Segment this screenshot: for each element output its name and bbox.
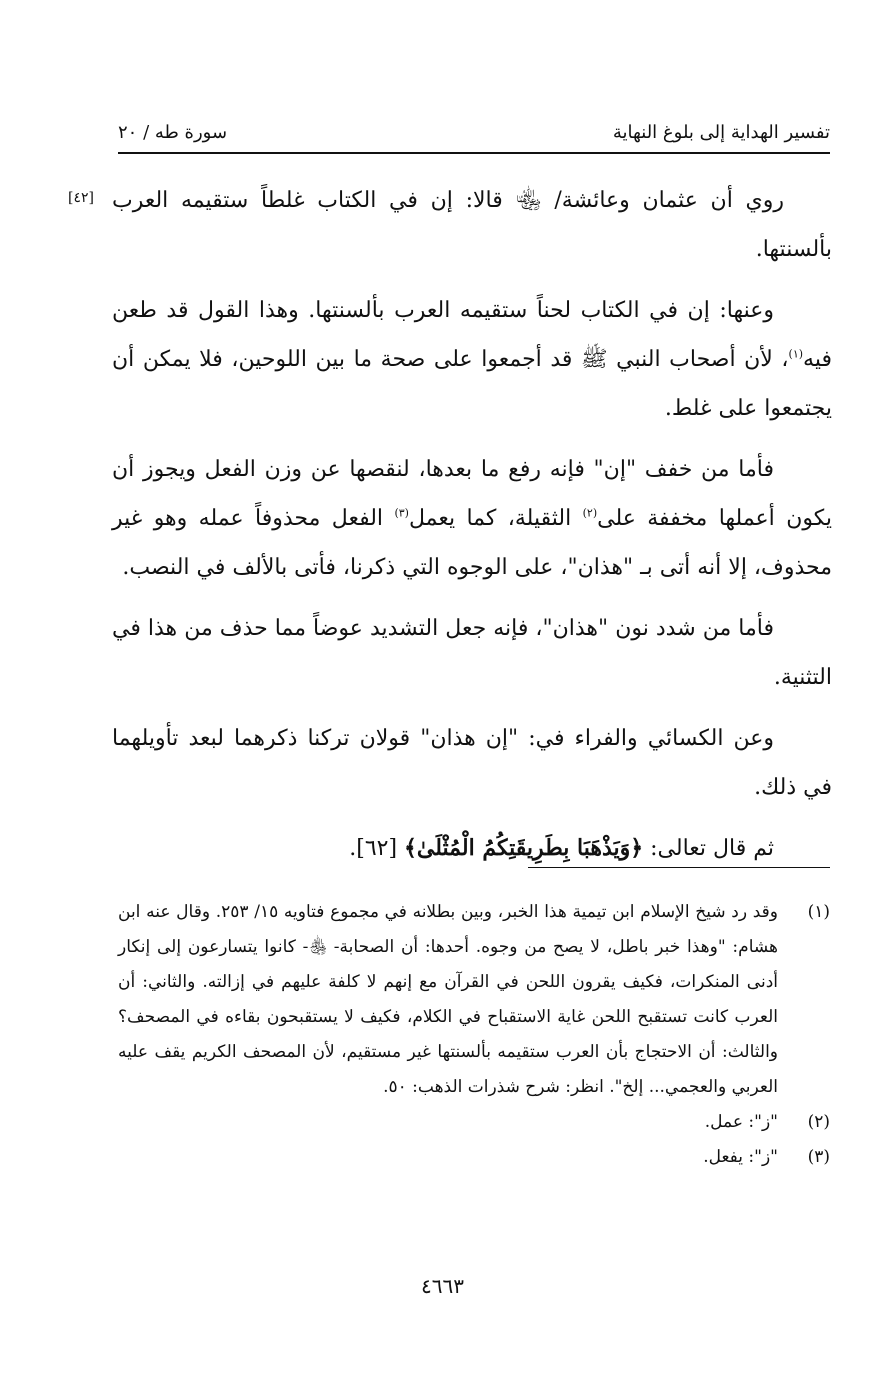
footnote-number: (٢) [807, 1112, 830, 1132]
paragraph-2 [112, 286, 832, 433]
footnote-3 [118, 1140, 830, 1175]
footnote-divider [528, 867, 830, 868]
footnote-1 [118, 895, 830, 1105]
quran-verse: ﴿وَيَذْهَبَا بِطَرِيقَتِكُمُ الْمُثْلَىٰ﴾ [404, 835, 644, 861]
paragraph-2-part-b: ، لأن أصحاب النبي ﷺ قد أجمعوا على صحة ما بين اللوحين، فلا يمكن أن يجتمعوا على غلط. [112, 347, 832, 421]
paragraph-2-part-a: وعنها: إن في الكتاب لحناً ستقيمه العرب بألسنتها. وهذا القول قد طعن فيه [112, 298, 832, 372]
surah-label: سورة طه / ٢٠ [118, 122, 228, 143]
footnote-text: "ز": عمل. [704, 1112, 778, 1132]
main-text-body [112, 176, 832, 885]
margin-page-marker: [٤٢] [68, 190, 94, 206]
running-header [118, 118, 830, 148]
footnotes-section [118, 895, 830, 1175]
header-divider [118, 152, 830, 154]
paragraph-6-part-a: ثم قال تعالى: [643, 836, 774, 861]
paragraph-3-part-c: الفعل محذوفاً عمله وهو غير محذوف، إلا أنه أتى بـ "هذان"، على الوجوه التي ذكرنا، فأتى بالألف في النصب. [112, 506, 832, 580]
book-title: تفسير الهداية إلى بلوغ النهاية [612, 122, 830, 143]
paragraph-6 [112, 824, 832, 873]
paragraph-1: روي أن عثمان وعائشة/ ﵄ قالا: إن في الكتاب غلطاً ستقيمه العرب بألسنتها. [112, 188, 832, 262]
paragraph-6-part-b: [٦٢]. [349, 836, 405, 861]
page-number: ٤٦٦٣ [421, 1274, 464, 1298]
footnote-text: "ز": يفعل. [703, 1147, 778, 1167]
footnote-2 [118, 1105, 830, 1140]
footnote-text: وقد رد شيخ الإسلام ابن تيمية هذا الخبر، وبين بطلانه في مجموع فتاويه ١٥/ ٢٥٣. وقال عنه ابن هشام: "وهذا خبر باطل، لا يصح من وجوه. أحدها: أن الصحابة- ﵃- كانوا يتسارعون إلى إنكار أدنى المنكرات، فكيف يقرون اللحن في القرآن مع إنهم لا كلفة عليهم في إزالته. والثاني: أن العرب كانت تستقبح اللحن غاية الاستقباح في الكلام، فكيف لا يستقبحون بقاءه في المصحف؟ والثالث: أن الاحتجاج بأن العرب ستقيمه بألسنتها غير مستقيم، لأن المصحف الكريم يقف عليه العربي والعجمي... إلخ". انظر: شرح شذرات الذهب: ٥٠. [118, 902, 778, 1097]
footnote-number: (٣) [807, 1147, 830, 1167]
paragraph-3-part-a: فأما من خفف "إن" فإنه رفع ما بعدها، لنقصها عن وزن الفعل ويجوز أن يكون أعملها مخففة على [112, 457, 832, 531]
paragraph-4: فأما من شدد نون "هذان"، فإنه جعل التشديد عوضاً مما حذف من هذا في التثنية. [112, 616, 832, 690]
paragraph-3 [112, 445, 832, 592]
footnote-number: (١) [807, 902, 830, 922]
footnote-ref-3: (٣) [394, 506, 409, 520]
paragraph-5: وعن الكسائي والفراء في: "إن هذان" قولان تركنا ذكرهما لبعد تأويلهما في ذلك. [112, 726, 832, 800]
footnote-ref-1: (١) [788, 347, 804, 361]
paragraph-3-part-b: الثقيلة، كما يعمل [408, 506, 583, 531]
footnote-ref-2: (٢) [582, 506, 598, 520]
